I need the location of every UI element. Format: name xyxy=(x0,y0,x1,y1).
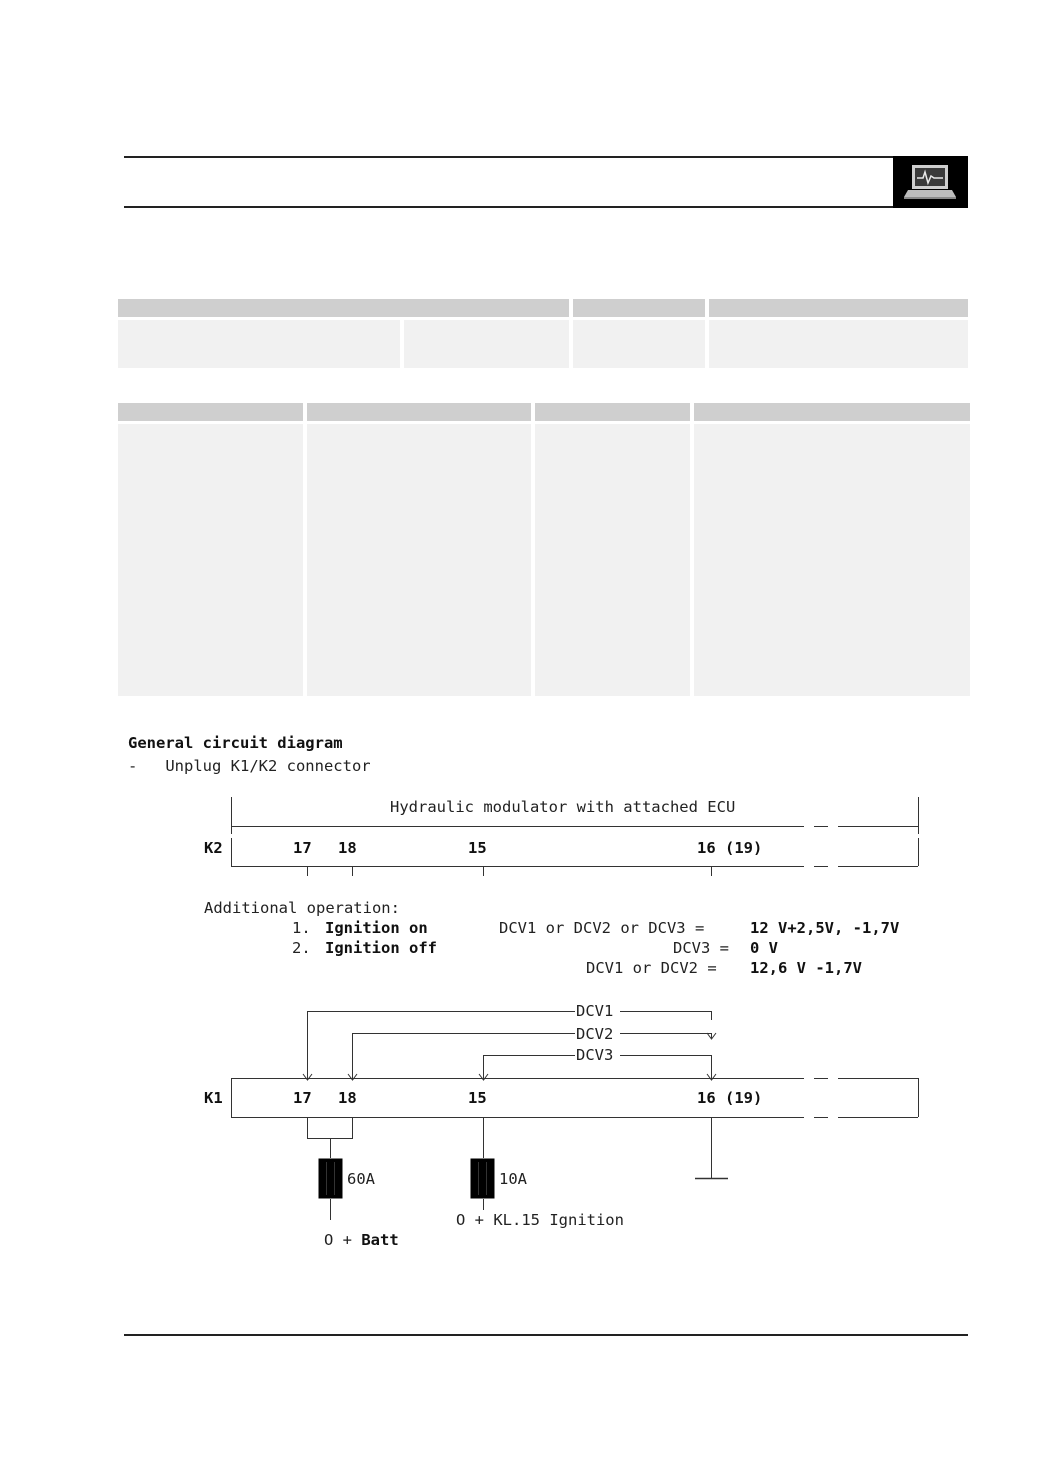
op3-value: 12,6 V -1,7V xyxy=(750,959,862,977)
op2-name: Ignition off xyxy=(325,939,437,957)
dcv2-label: DCV2 xyxy=(576,1025,614,1043)
k1-pin-17: 17 xyxy=(293,1089,312,1107)
k2-label: K2 xyxy=(204,839,223,857)
fuse-10a-label: 10A xyxy=(499,1170,527,1188)
fuse-60a-label: 60A xyxy=(347,1170,375,1188)
op1-value: 12 V+2,5V, -1,7V xyxy=(750,919,900,937)
k2-pin-16: 16 (19) xyxy=(697,839,763,857)
batt-name: Batt xyxy=(361,1231,399,1249)
op2-condition: DCV3 = xyxy=(673,939,729,957)
ignition-label: O + KL.15 Ignition xyxy=(456,1211,624,1229)
section-title: General circuit diagram xyxy=(128,734,343,752)
k2-pin-18: 18 xyxy=(338,839,357,857)
instruction-step: - Unplug K1/K2 connector xyxy=(128,757,371,775)
k1-label: K1 xyxy=(204,1089,223,1107)
dcv1-label: DCV1 xyxy=(576,1002,614,1020)
k1-pin-16: 16 (19) xyxy=(697,1089,763,1107)
k2-pin-17: 17 xyxy=(293,839,312,857)
k1-pin-18: 18 xyxy=(338,1089,357,1107)
k2-pin-15: 15 xyxy=(468,839,487,857)
op3-condition: DCV1 or DCV2 = xyxy=(586,959,717,977)
additional-operation-title: Additional operation: xyxy=(204,899,400,917)
batt-label xyxy=(324,1231,399,1249)
op2-value: 0 V xyxy=(750,939,778,957)
footer-rule xyxy=(124,1334,968,1336)
op1-name: Ignition on xyxy=(325,919,428,937)
op1-condition: DCV1 or DCV2 or DCV3 = xyxy=(499,919,705,937)
dcv3-label: DCV3 xyxy=(576,1046,614,1064)
module-label: Hydraulic modulator with attached ECU xyxy=(390,798,736,816)
op2-number: 2. xyxy=(292,939,311,957)
op1-number: 1. xyxy=(292,919,311,937)
k1-pin-15: 15 xyxy=(468,1089,487,1107)
batt-prefix: O + xyxy=(324,1231,362,1249)
